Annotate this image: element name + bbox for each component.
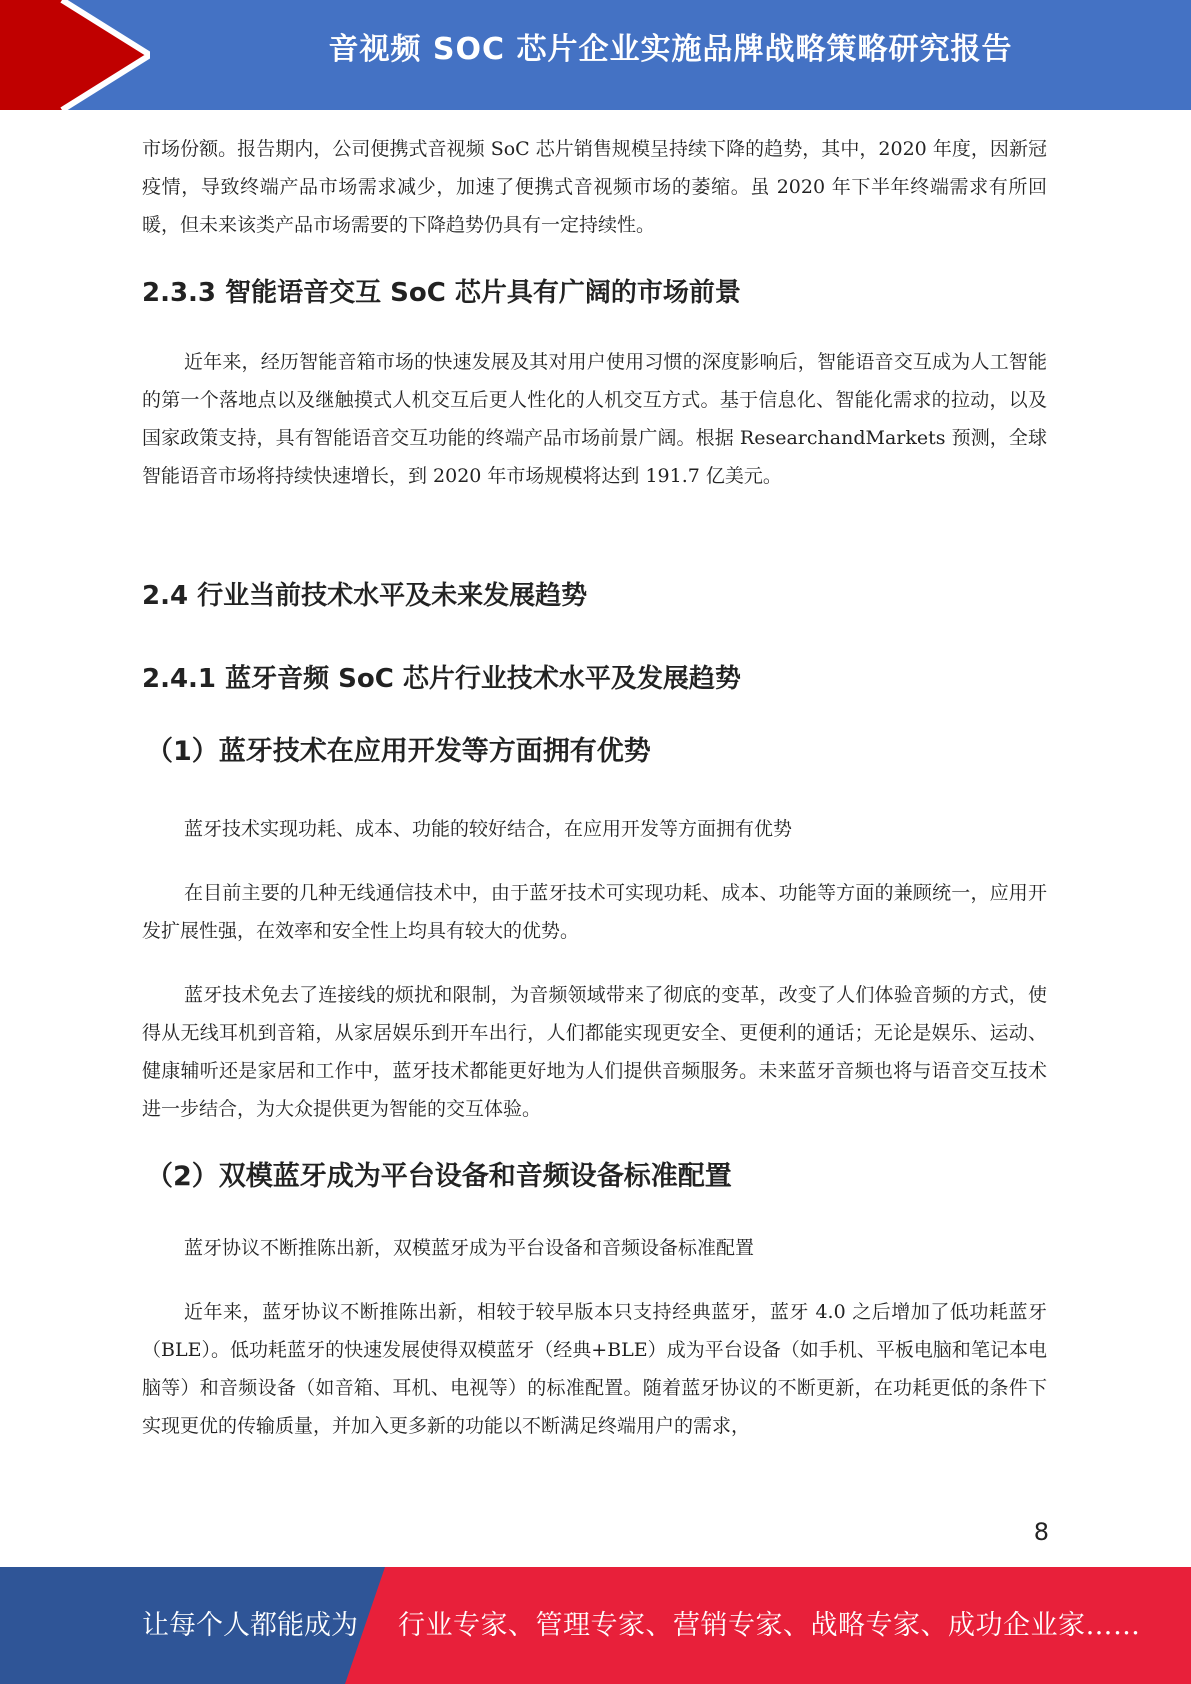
page-footer bbox=[0, 1567, 1191, 1684]
header-arrow-decoration bbox=[0, 0, 150, 110]
footer-slogan-right: 行业专家、管理专家、营销专家、战略专家、成功企业家…… bbox=[398, 1610, 1141, 1641]
section-heading-2-4-1: 2.4.1 蓝牙音频 SoC 芯片行业技术水平及发展趋势 bbox=[142, 664, 741, 694]
footer-slogan-left: 让每个人都能成为 bbox=[142, 1610, 358, 1641]
subsection-1-paragraph-a: 在目前主要的几种无线通信技术中，由于蓝牙技术可实现功耗、成本、功能等方面的兼顾统一，应用开发扩展性强，在效率和安全性上均具有较大的优势。 bbox=[142, 882, 1047, 942]
page-header bbox=[0, 0, 1191, 110]
subsection-1-summary: 蓝牙技术实现功耗、成本、功能的较好结合，在应用开发等方面拥有优势 bbox=[184, 818, 793, 840]
subsection-2-summary: 蓝牙协议不断推陈出新，双模蓝牙成为平台设备和音频设备标准配置 bbox=[184, 1237, 755, 1259]
subsection-1-paragraph-b: 蓝牙技术免去了连接线的烦扰和限制，为音频领域带来了彻底的变革，改变了人们体验音频的方式，使得从无线耳机到音箱，从家居娱乐到开车出行，人们都能实现更安全、更便利的通话；无论是娱乐、运动、健康辅听还是家居和工作中，蓝牙技术都能更好地为人们提供音频服务。未来蓝牙音频也将与语音交互技术进一步结合，为大众提供更为智能的交互体验。 bbox=[142, 984, 1047, 1120]
subsection-heading-2: （2）双模蓝牙成为平台设备和音频设备标准配置 bbox=[146, 1161, 732, 1192]
section-2-3-3-paragraph: 近年来，经历智能音箱市场的快速发展及其对用户使用习惯的深度影响后，智能语音交互成为人工智能的第一个落地点以及继触摸式人机交互后更人性化的人机交互方式。基于信息化、智能化需求的拉动，以及国家政策支持，具有智能语音交互功能的终端产品市场前景广阔。根据 ResearchandMarkets 预测，全球智能语音市场将持续快速增长，到 2020 年市场规模将达到 191.7 亿美元。 bbox=[142, 351, 1047, 487]
section-heading-2-3-3: 2.3.3 智能语音交互 SoC 芯片具有广阔的市场前景 bbox=[142, 278, 741, 308]
section-heading-2-4: 2.4 行业当前技术水平及未来发展趋势 bbox=[142, 581, 588, 611]
intro-paragraph: 市场份额。报告期内，公司便携式音视频 SoC 芯片销售规模呈持续下降的趋势，其中，2020 年度，因新冠疫情，导致终端产品市场需求减少，加速了便携式音视频市场的萎缩。虽 2020 年下半年终端需求有所回暖，但未来该类产品市场需要的下降趋势仍具有一定持续性。 bbox=[142, 138, 1047, 236]
header-red-arrow bbox=[0, 0, 150, 110]
subsection-heading-1: （1）蓝牙技术在应用开发等方面拥有优势 bbox=[146, 736, 651, 767]
document-body bbox=[142, 130, 1047, 1445]
header-title: 音视频 SOC 芯片企业实施品牌战略策略研究报告 bbox=[328, 32, 1013, 67]
page-number: 8 bbox=[1033, 1518, 1049, 1546]
subsection-2-paragraph: 近年来，蓝牙协议不断推陈出新，相较于较早版本只支持经典蓝牙，蓝牙 4.0 之后增加了低功耗蓝牙（BLE）。低功耗蓝牙的快速发展使得双模蓝牙（经典+BLE）成为平台设备（如手机、平板电脑和笔记本电脑等）和音频设备（如音箱、耳机、电视等）的标准配置。随着蓝牙协议的不断更新，在功耗更低的条件下实现更优的传输质量，并加入更多新的功能以不断满足终端用户的需求， bbox=[142, 1301, 1047, 1437]
